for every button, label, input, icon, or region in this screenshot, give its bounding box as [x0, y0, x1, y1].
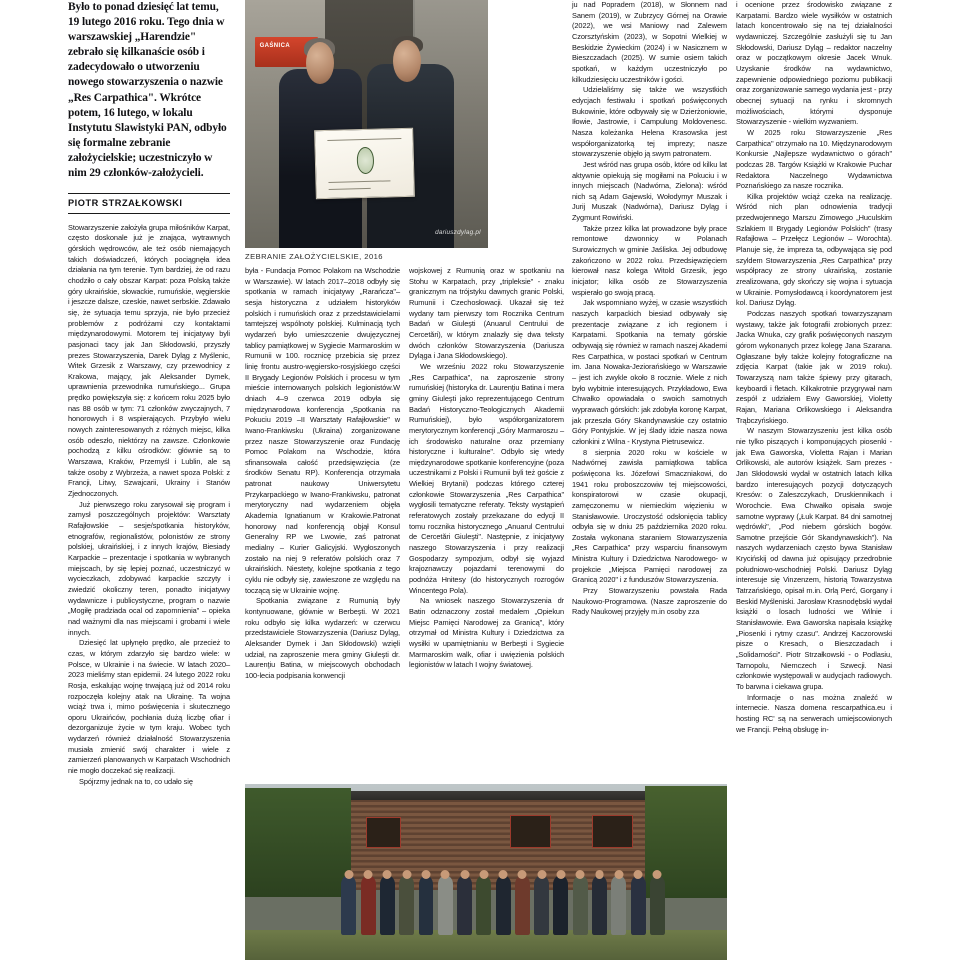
figure-group-photo [245, 784, 727, 960]
paragraph: Spójrzmy jednak na to, co udało się [79, 776, 193, 786]
person-head [402, 870, 411, 879]
certificate-line [328, 138, 402, 141]
paragraph: W 2025 roku Stowarzyszenie „Res Carpathica" otrzymało na 10. Międzynarodowym Konkursie „Najlepsze wydawnictwo o górach" podczas 28. Targów Książki w Krakowie Puchar Redaktora Naczelnego Wydawnictwa Poznańskiego za nasze rocznika. [736, 127, 892, 191]
person [515, 876, 530, 936]
paragraph: Jest wśród nas grupa osób, które od kilku lat aktywnie opiekują się mogiłami na Pokuciu i w innych miejscach (Nadwórna, Zielona): wśród nich są Adam Gajewski, Wołodymyr Muszak i Jurij Muszak (Nadwórna), Dariusz Dyląg i Zygmunt Rowiński. [572, 159, 727, 223]
person-head [537, 870, 546, 879]
byline-author: PIOTR STRZAŁKOWSKI [68, 198, 183, 209]
person [361, 876, 376, 936]
person [476, 876, 491, 936]
person-head [344, 870, 353, 879]
paragraph: Przy Stowarzyszeniu powstała Rada Naukowo-Programowa. (Nasze zaproszenie do Rady Naukowej przyjęły m.in osoby zza [572, 586, 727, 617]
figure-founding-meeting [245, 0, 488, 261]
paragraph: Spotkania związane z Rumunią były kontynuowane, głównie w Berbeşti. W 2021 roku odbyło się kilka wydarzeń: w czerwcu przedstawiciele Stowarzyszenia (Dariusz Dyląg, Aleksander Dymek i Jan Skłodowski) wzięli udział, na zaproszenie mera gminy Giuleşti dr. Laurenţiu Batina, w miejscowych obchodach 100-lecia podpisania konwencji [245, 596, 400, 680]
person [399, 876, 414, 936]
person-head [441, 870, 450, 879]
paragraph: Na wniosek naszego Stowarzyszenia dr Batin odznaczony został medalem „Opiekun Miejsc Pamięci Narodowej za Granicą", który otrzymał od Ministra Kultury i Dziedzictwa za wysiłki w upamiętnianiu w Berbeşti i Sygiecie Marmaroskim walk, ofiar i uwięzienia polskich legionistów w latach I wojny światowej. [409, 596, 564, 670]
person-head [364, 870, 373, 879]
person-head [460, 870, 469, 879]
paragraph: Informacje o nas można znaleźć w internecie. Nasza domena rescarpathica.eu i hosting RC' są na serwerach umiejscowionych we Francji. Pełną obsługę in- [736, 692, 892, 734]
person-head [595, 870, 604, 879]
column-5 [736, 0, 892, 960]
paragraph: była - Fundacja Pomoc Polakom na Wschodzie w Warszawie). W latach 2017–2018 odbyły się spotkania w ramach inicjatywy „Rarańcza"– sesja historyczna z udziałem historyków polskich i rumuńskich oraz z przedstawicielami tamtejszej wspólnoty polskiej. Kulminacją tych wydarzeń było umieszczenie dwujęzycznej tablicy pamiątkowej w Sygiecie Marmaroskim w Rumunii w 100. rocznicę przebicia się przez linię frontu austro-węgiersko-rosyjskiego części II Brygady Legionów Polskich i procesu w tym mieście internowanych polskich legionistów.W dniach 4–9 czerwca 2019 odbyła się międzynarodowa konferencja „Spotkania na Pokuciu 2019 –II Warsztaty Rafajłowskie" w Iwano-Frankiwsku (Ukraina) zorganizowane przez nasze Stowarzyszenie oraz Fundację Pomoc Polakom na Wschodzie, która sfinansowała całość przedsięwzięcia (ze środków Senatu RP). Konferencja otrzymała patronat naukowy Uniwersytetu Przykarpackiego w Iwano-Frankiwsku, patronat merytoryczny nad wydarzeniem objęła Akademia Ignatianum w Krakowie.Patronat honorowy nad konferencją objął Konsul Generalny RP we Lwowie, zaś patronat medialny – Kurier Galicyjski. Wygłoszonych zostało na niej 9 referatów polskich oraz 7 ukraińskich. Niestety, kolejne spotkania z tego cyklu nie odbyły się, zawieszone ze względu na toczącą się w Ukrainie wojnę. [245, 266, 400, 595]
paragraph: Już pierwszego roku zarysował się program i zamysł poszczególnych projektów: Warsztaty Rafajłowskie – sesje/spotkania historyków, etnografów, regionalistów, polonistów ze strony polskiej, ukraińskiej, i z innych krajów, Biesiady Karpackie – prezentacje i spotkania w wybranych miejscach, by się lepiej poznać, uczestniczyć w wycieczkach, zdobywać karpackie szczyty i zwiedzić okoliczny teren, ponadto inicjatywy wydawnicze i publicystyczne, program o nazwie „Mogiłę pradziada ocal od zapomnienia" – opieka nad ważnymi dla nas miejscami i grobami i wiele innych. [68, 499, 230, 637]
paragraph: i ocenione przez środowisko związane z Karpatami. Bardzo wiele wysiłków w ostatnich latach koncentrowało się na tej działalności wydawniczej. Szczególnie zasłużyli się tu Jan Skłodowski, Dariusz Dyląg – redaktor naczelny oraz w początkowym okresie Jacek Wnuk. Uzyskanie środków na wydawnictwo, zapewnienie odpowiedniego poziomu publikacji oraz zorganizowanie samego wydania jest - przy obecnej sytuacji na rynku i skromnych możliwościach, którymi dysponuje Stowarzyszenie - wielkim wyzwaniem. [736, 0, 892, 127]
window [366, 817, 402, 849]
column-1 [68, 0, 230, 960]
person-head [383, 870, 392, 879]
paragraph: Dziesięć lat upłynęło prędko, ale przecież to czas, w którym zdarzyło się bardzo wiele: w Polsce, w Ukrainie i na świecie. W latach 2020–2023 mieliśmy stan epidemii. 24 lutego 2022 roku Rosja, eskalując wojnę trwającą już od 2014 roku rozpoczęła kolejny atak na Ukrainę. Ta wojna wciąż trwa i, mimo poświęcenia i skutecznego oporu Ukraińców, pochłania dużą liczbę ofiar i dezorganizuje życie w tym kraju. Wobec tych wydarzeń również działalność Stowarzyszenia musiała zmienić swój charakter i wiele z zamierzeń planowanych w Karpatach Wschodnich nie mogło doczekać się realizacji. [68, 638, 230, 776]
person [341, 876, 356, 936]
person-head [556, 870, 565, 879]
person-head [653, 870, 662, 879]
window [592, 815, 633, 849]
certificate-seal [357, 147, 375, 174]
photo-watermark: dariuszdylag.pl [435, 228, 481, 236]
person [573, 876, 588, 936]
paragraph: Stowarzyszenie założyła grupa miłośników Karpat, często doskonale już je znająca, wytrawnych górskich wędrowców, ale też osób niemających takich doświadczeń, których pociągnęła idea działania na tym terenie. Tym bardziej, że od razu chodziło o cały obszar Karpat: poza Polską także góry ukraińskie, słowackie, rumuńskie, węgierskie i jeszcze dalsze, czeskie, nawet serbskie. Zdawało się, że sytuacja temu sprzyja, nie było przecież problemów z podróżami czy kontaktami międzynarodowymi. Motorem tej inicjatywy byli pasjonaci tacy jak Jan Skłodowski, przyszły prezes Stowarzyszenia, Darek Dyląg z Myślenic, Witek Grzesik z Warszawy, czy przewodnicy z Krakowa, mający, jak Aleksander Dymek, uprawnienia przewodnika rumuńskiego... Grupa prędko powiększyła się: z końcem roku 2025 było nas 88 osób w tym: 71 członków zwyczajnych, 7 honorowych i 8 wspierających. Przybyło wielu nowych zainteresowanych z różnych miejsc, kilka osób odeszło, niektórzy na zawsze. Członkowie pochodzą z kilku ośrodków: głównie są to Warszawa, Kraków, Przemyśl i Lublin, ale są także osoby z Wybrzeża, a nawet spoza Polski: z Francji, Litwy, Szwajcarii, Ukrainy i Stanów Zjednoczonych. [68, 222, 230, 499]
person [457, 876, 472, 936]
paragraph: Także przez kilka lat prowadzone były prace remontowe dzwonnicy w Polanach Surowicznych w gminie Jaśliska. Jej odbudowę zakończono w 2022 roku. Przedsięwzięciem kierował nasz kolega Witold Grzesik, jego inicjator; kilka osób ze Stowarzyszenia wspierało go swoją pracą. [572, 223, 727, 297]
paragraph: Udzielaliśmy się także we wszystkich edycjach festiwalu i spotkań poświęconych Bukowinie, które odbywały się w Dzierżoniowie, Iłowie, Jastrowie, i Campulung Moldovenesc. Nasza koleżanka Helena Krasowska jest współorganizatorką tej imprezy; nasze stowarzyszenie objęło ją swym patronatem. [572, 85, 727, 159]
person [592, 876, 607, 936]
person [553, 876, 568, 936]
paragraph: Podczas naszych spotkań towarzysząnam wystawy, także jak fotografii zrobionych przez: Jacka Wnuka, czy grafik poświęconych naszym górom wykonanych przez kolegę Jana Szarana. Ogłaszane były także kolejny fotograficzne na zdjęcia Karpat (takie jak w 2019 roku). Towarzyszą nam także śpiewy przy gitarach, keyboardi i fletach. Kilkakrotnie przygrywał nam zespół z udziałem Ewy Gaworskiej, Violetty Rajan, Mariana Orlikowskiego i Aleksandra Trąbczyńskiego. [736, 309, 892, 425]
person [496, 876, 511, 936]
photo-group-wooden-building [245, 784, 727, 960]
lead-paragraph: Było to ponad dziesięć lat temu, 19 lutego 2016 roku. Tego dnia w warszawskiej „Harendzie" zebrało się kilkanaście osób i zadecydowało o utworzeniu nowego stowarzyszenia o nazwie „Res Carpathica". Wkrótce potem, 16 lutego, w lokalu Instytutu Slawistyki PAN, odbyło się formalne zebranie założycielskie; uczestniczyło w nim 29 członków-założycieli. [68, 1, 227, 180]
paragraph: wojskowej z Rumunią oraz w spotkaniu na Stohu w Karpatach, przy „tripleksie" - znaku granicznym na trójstyku dawnych granic Polski, Rumunii i Czechosłowacji. Ukazał się też wydany tam pierwszy tom Rocznika Centrum Badań w Giuleşti (Anuarul Centrului de Cercetări), w którym znalazły się dwa teksty dwóch członków Stowarzyszenia (Dariusza Dyląga i Jana Skłodowskiego). [409, 266, 564, 361]
person [631, 876, 646, 936]
person-head [614, 870, 623, 879]
paragraph: 8 sierpnia 2020 roku w kościele w Nadwórnej zawisła pamiątkowa tablica poświęcona ks. Józefowi Smaczniakowi, do 1941 roku proboszczowiw tej miejscowości, konspiratorowi w czasie okupacji, zamęczonemu w niemieckim więzieniu w Stanisławowie. Uroczystość odsłonięcia tablicy odbyła się w dniu 25 października 2020 roku. Została wykonana staraniem Stowarzyszenia „Res Carpathica" przy wsparciu finansowym Ministra Kultury i Dziedzictwa Narodowego- w projekcie „Miejsca Pamięci narodowej za Granicą 2020" i z funduszów Stowarzyszenia. [572, 447, 727, 585]
crowd [245, 876, 727, 936]
person-head [518, 870, 527, 879]
paragraph: Kilka projektów wciąż czeka na realizację. Wśród nich plan odnowienia tradycji przedwojennego Marszu Zimowego „Huculskim Szlakiem II Brygady Legionów Polskich" (trasy Rafajłowa – Przełęcz Legionów – Worochta). Planuje się, że impreza ta, odbywająca się pod szyldem Stowarzyszenia „Res Carpathica" przy współpracy ze strony ukraińską, zostanie zrealizowana, gdy skończy się wojna i sytuacja w Ukrainie. Pomysłodawcą i koordynatorem jest kol. Dariusz Dyląg. [736, 191, 892, 308]
person-head [634, 870, 643, 879]
paragraph: We wrześniu 2022 roku Stowarzyszenie „Res Carpathica", na zaproszenie strony rumuńskiej (historyka dr. Laurenţiu Batina i mera gminy Giuleşti jako reprezentującego Centrum Badań Historyczno-Teologicznych Akademii Rumuńskiej), było współorganizatorem merytorycznym konferencji „Góry Marmaroszu – ich środowisko naturalne oraz przemiany historyczne i kulturalne". Odbyło się wtedy międzynarodowe spotkanie konferencyjne (poza uczestnikami z Polski i Rumunii byli też goście z Wielkiej Brytanii) podczas którego czterej członkowie Stowarzyszenia „Res Carpathica" wygłosili tematyczne referaty. Teksty wystąpień referatowych zostały przekazane do edycji II tomu rocznika historycznego „Anuarul Centrului de Cercetări Giuleşti". Następnie, z inicjatywy naszego Stowarzyszenia i przy realizacji Gospodarzy sympozjum, odbył się wyjazd krajoznawczy pojazdami terenowymi do podnóża Hnitesy (do historycznych rozrogów Wincentego Pola). [409, 361, 564, 595]
certificate [315, 128, 416, 200]
certificate-line [329, 187, 372, 189]
person [438, 876, 453, 936]
paragraph: W naszym Stowarzyszeniu jest kilka osób nie tylko piszących i komponujących piosenki - jak Ewa Gaworska, Violetta Rajan i Marian Orlikowski, ale autorów książek. Sam prezes - Jan Skłodowski wydał w ostatnich latach kilka bardzo interesujących pozycji dotyczących Kresów: o Zaleszczykach, Druskiennikach i Worochcie. Ewa Chwałko opisała swoje samotne wyprawy („Łuk Karpat. 84 dni samotnej wędrówki", „Pod niebem górskich bogów. Samotne przejście Gór Skandynawskich"). Na naszych wydarzeniach często bywa Stanisław Krycińskij od dawna już opisujący przedrobnie południowo-wschodniej Polski. Dariusz Dyląg interesuje się Vinzenzem, historią Towarzystwa Tatrzańskiego, opisał m.in. Orlą Perć, Gorgany i Beskid Myśleniski. Jarosław Krasnodębski wydał książki o losach ludności we Wilnie i Stanisławowie. Ewa Gaworska napisała książkę „Piosenki i rytmy czasu". Andrzej Kaczorowski pisze o Kresach, o Bieszczadach i „Solidarności". Piotr Strzałkowski - o Podlasiu, Tarnopolu, Niemczech i Szwecji. Nasi członkowie występowali w audycjach radiowych. To barwna i ciekawa grupa. [736, 426, 892, 691]
paragraph: Jak wspomniano wyżej, w czasie wszystkich naszych karpackich biesiad odbywały się prezentacje związane z ich regionem i Karpatami. Spotkania na tematy górskie odbywają się również w ramach naszej Akademi Res Carpathica, w postaci spotkań w Centrum im. Jana Nowaka-Jeziorańskiego w Warszawie – jest ich zwykle około 8 rocznie. Wiele z nich było wybitnie interesujących. Przykładowo, Ewa Chwałko opowiadała o swoich samotnych wyprawach górskich: jak zdobyła koronę Karpat, jak przeszła Góry Skandynawskie czy ostatnio Góry Pontyjskie. W jej ślady idzie nasza nowa członkini z Wilna - Krystyna Pietrusewicz. [572, 298, 727, 446]
figure-caption: ZEBRANIE ZAŁOŻYCIELSKIE, 2016 [245, 252, 383, 261]
person-head [499, 870, 508, 879]
certificate-line [329, 180, 391, 183]
person [650, 876, 665, 936]
person [419, 876, 434, 936]
person [380, 876, 395, 936]
fire-extinguisher-sign-label: GAŚNICA [259, 43, 291, 50]
person [611, 876, 626, 936]
byline [68, 193, 230, 214]
byline-rule-top [68, 193, 230, 194]
photo-founding-meeting [245, 0, 488, 248]
window [510, 815, 551, 849]
person-head [576, 870, 585, 879]
paragraph: ju nad Popradem (2018), w Słonnem nad Sanem (2019), w Zubrzycy Górnej na Orawie (2022), we wsi Maniowy nad Zalewem Czorsztyńskim (2023), w Sopotni Wielkiej w Beskidzie Żywieckim (2024) i w Nasicznem w Bieszczadach (2025). W sumie osiem takich spotkań, w każdym uczestniczyło po kilkudziesięciu uczestników i gości. [572, 0, 727, 84]
head-right [393, 40, 421, 82]
column-4 [572, 0, 727, 800]
head-left [306, 42, 334, 84]
person [534, 876, 549, 936]
person-head [422, 870, 431, 879]
person-head [479, 870, 488, 879]
byline-rule-bottom [68, 213, 230, 214]
